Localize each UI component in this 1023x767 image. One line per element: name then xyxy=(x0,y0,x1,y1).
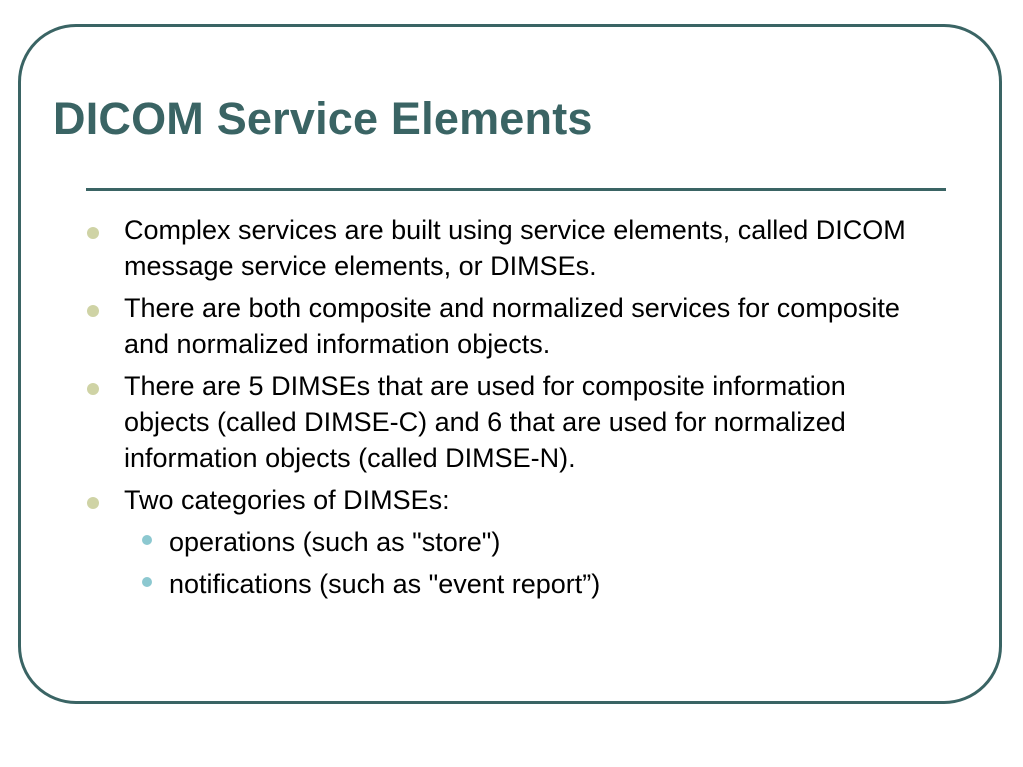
bullet-text: Two categories of DIMSEs: xyxy=(124,485,450,515)
bullet-list xyxy=(0,212,1023,602)
bullet-dot-icon xyxy=(87,383,99,395)
sub-bullet-list xyxy=(0,524,1023,602)
bullet-line xyxy=(0,482,1023,518)
sub-bullet-text: operations (such as "store") xyxy=(169,527,501,557)
bullet-item xyxy=(0,290,1023,362)
bullet-dot-icon xyxy=(87,305,99,317)
sub-bullet-dot-icon xyxy=(142,535,152,545)
bullet-dot-icon xyxy=(87,227,99,239)
slide-content xyxy=(0,212,1023,608)
sub-bullet-item xyxy=(0,524,1023,560)
bullet-dot-icon xyxy=(87,497,99,509)
bullet-item xyxy=(0,482,1023,602)
bullet-item xyxy=(0,212,1023,284)
bullet-text: There are both composite and normalized services for composite and normalized information objects. xyxy=(124,293,900,359)
sub-bullet-text: notifications (such as "event report”) xyxy=(169,569,601,599)
bullet-text: Complex services are built using service elements, called DICOM message service elements, or DIMSEs. xyxy=(124,215,906,281)
bullet-text: There are 5 DIMSEs that are used for composite information objects (called DIMSE-C) and 6 that are used for normalized information objects (called DIMSE-N). xyxy=(124,371,846,473)
title-divider xyxy=(86,188,946,191)
sub-bullet-dot-icon xyxy=(142,577,152,587)
slide-title: DICOM Service Elements xyxy=(53,93,593,144)
bullet-item xyxy=(0,368,1023,476)
sub-bullet-item xyxy=(0,566,1023,602)
